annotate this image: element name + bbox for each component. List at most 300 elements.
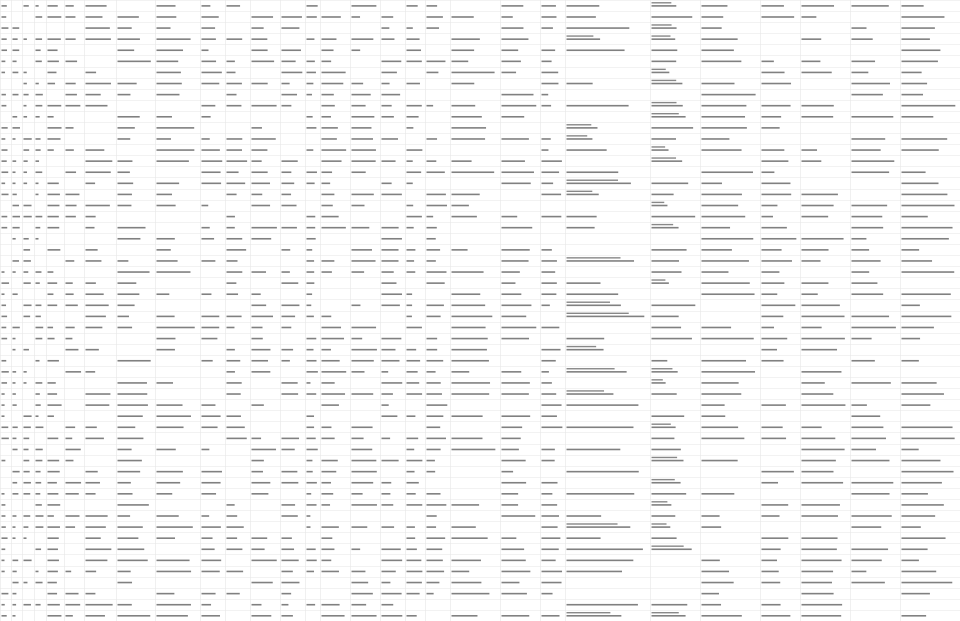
cell-text[interactable]	[118, 515, 131, 517]
cell-text[interactable]	[652, 138, 676, 140]
cell-text[interactable]	[36, 604, 41, 606]
cell-text[interactable]	[567, 124, 592, 125]
cell-text[interactable]	[802, 593, 834, 595]
cell-text[interactable]	[382, 482, 392, 484]
cell-text[interactable]	[567, 515, 602, 517]
cell-text[interactable]	[202, 526, 221, 528]
cell-text[interactable]	[352, 260, 376, 262]
cell-text[interactable]	[502, 105, 537, 107]
cell-text[interactable]	[702, 426, 739, 428]
cell-text[interactable]	[452, 438, 483, 440]
cell-text[interactable]	[567, 194, 599, 196]
cell-text[interactable]	[702, 149, 742, 151]
cell-text[interactable]	[567, 257, 621, 258]
cell-text[interactable]	[567, 560, 634, 562]
cell-text[interactable]	[652, 501, 668, 502]
cell-text[interactable]	[322, 16, 341, 18]
cell-text[interactable]	[227, 571, 244, 573]
cell-text[interactable]	[48, 526, 60, 528]
cell-text[interactable]	[13, 205, 20, 207]
cell-text[interactable]	[322, 426, 332, 428]
cell-text[interactable]	[36, 61, 42, 63]
cell-text[interactable]	[227, 72, 236, 74]
cell-text[interactable]	[652, 612, 679, 613]
cell-text[interactable]	[66, 449, 81, 451]
cell-text[interactable]	[762, 260, 792, 262]
cell-text[interactable]	[202, 604, 212, 606]
cell-text[interactable]	[86, 83, 111, 85]
cell-text[interactable]	[66, 83, 76, 85]
cell-text[interactable]	[227, 249, 247, 251]
cell-text[interactable]	[427, 216, 434, 218]
cell-text[interactable]	[322, 49, 334, 51]
cell-text[interactable]	[24, 216, 32, 218]
cell-text[interactable]	[307, 482, 317, 484]
cell-text[interactable]	[702, 61, 742, 63]
cell-text[interactable]	[382, 260, 399, 262]
cell-text[interactable]	[227, 149, 243, 151]
cell-text[interactable]	[352, 305, 361, 307]
cell-text[interactable]	[502, 393, 529, 395]
cell-text[interactable]	[227, 260, 238, 262]
cell-text[interactable]	[86, 282, 96, 284]
cell-text[interactable]	[48, 138, 61, 140]
cell-text[interactable]	[322, 316, 332, 318]
cell-text[interactable]	[24, 205, 32, 207]
cell-text[interactable]	[427, 526, 437, 528]
cell-text[interactable]	[382, 227, 399, 229]
cell-text[interactable]	[542, 548, 559, 550]
cell-text[interactable]	[352, 371, 365, 373]
cell-text[interactable]	[702, 183, 722, 185]
cell-text[interactable]	[652, 2, 672, 3]
cell-text[interactable]	[382, 94, 401, 96]
cell-text[interactable]	[452, 360, 489, 362]
cell-text[interactable]	[118, 94, 131, 96]
cell-text[interactable]	[307, 560, 317, 562]
cell-text[interactable]	[157, 382, 174, 384]
cell-text[interactable]	[452, 105, 476, 107]
cell-text[interactable]	[452, 526, 476, 528]
cell-text[interactable]	[118, 582, 133, 584]
cell-text[interactable]	[352, 194, 374, 196]
cell-text[interactable]	[86, 515, 108, 517]
cell-text[interactable]	[202, 27, 216, 29]
cell-text[interactable]	[652, 69, 666, 70]
cell-text[interactable]	[542, 61, 552, 63]
cell-text[interactable]	[36, 282, 40, 284]
cell-text[interactable]	[652, 183, 689, 185]
cell-text[interactable]	[86, 16, 103, 18]
cell-text[interactable]	[157, 271, 191, 273]
cell-text[interactable]	[427, 493, 441, 495]
cell-text[interactable]	[307, 38, 315, 40]
cell-text[interactable]	[382, 560, 403, 562]
cell-text[interactable]	[2, 138, 6, 140]
cell-text[interactable]	[352, 504, 377, 506]
cell-text[interactable]	[452, 393, 490, 395]
cell-text[interactable]	[24, 249, 31, 251]
cell-text[interactable]	[157, 260, 178, 262]
cell-text[interactable]	[802, 293, 818, 295]
cell-text[interactable]	[2, 271, 5, 273]
cell-text[interactable]	[66, 460, 74, 462]
cell-text[interactable]	[542, 94, 549, 96]
cell-text[interactable]	[36, 49, 41, 51]
cell-text[interactable]	[702, 249, 732, 251]
cell-text[interactable]	[852, 149, 881, 151]
cell-text[interactable]	[502, 260, 529, 262]
cell-text[interactable]	[762, 5, 784, 7]
cell-text[interactable]	[407, 438, 419, 440]
cell-text[interactable]	[2, 16, 7, 18]
cell-text[interactable]	[24, 582, 28, 584]
cell-text[interactable]	[542, 16, 557, 18]
cell-text[interactable]	[427, 471, 436, 473]
cell-text[interactable]	[282, 83, 290, 85]
cell-text[interactable]	[322, 560, 332, 562]
cell-text[interactable]	[542, 194, 562, 196]
cell-text[interactable]	[48, 338, 55, 340]
cell-text[interactable]	[252, 271, 267, 273]
cell-text[interactable]	[382, 61, 402, 63]
cell-text[interactable]	[802, 460, 836, 462]
cell-text[interactable]	[307, 371, 318, 373]
cell-text[interactable]	[24, 426, 31, 428]
cell-text[interactable]	[852, 238, 867, 240]
cell-text[interactable]	[542, 216, 562, 218]
cell-text[interactable]	[502, 49, 519, 51]
cell-text[interactable]	[118, 49, 135, 51]
cell-text[interactable]	[427, 404, 448, 406]
cell-text[interactable]	[567, 426, 634, 428]
cell-text[interactable]	[652, 426, 676, 428]
cell-text[interactable]	[322, 571, 339, 573]
cell-text[interactable]	[902, 460, 941, 462]
cell-text[interactable]	[2, 515, 6, 517]
cell-text[interactable]	[502, 38, 529, 40]
cell-text[interactable]	[322, 548, 335, 550]
cell-text[interactable]	[13, 127, 20, 129]
cell-text[interactable]	[202, 404, 216, 406]
cell-text[interactable]	[36, 305, 42, 307]
cell-text[interactable]	[307, 249, 313, 251]
cell-text[interactable]	[567, 537, 601, 539]
cell-text[interactable]	[322, 393, 346, 395]
cell-text[interactable]	[118, 393, 148, 395]
cell-text[interactable]	[48, 61, 59, 63]
cell-text[interactable]	[427, 16, 443, 18]
cell-text[interactable]	[902, 94, 924, 96]
cell-text[interactable]	[902, 260, 933, 262]
cell-text[interactable]	[382, 526, 395, 528]
cell-text[interactable]	[902, 560, 919, 562]
cell-text[interactable]	[542, 171, 560, 173]
cell-text[interactable]	[24, 482, 31, 484]
cell-text[interactable]	[382, 38, 395, 40]
cell-text[interactable]	[567, 83, 593, 85]
cell-text[interactable]	[118, 83, 137, 85]
cell-text[interactable]	[652, 548, 692, 550]
cell-text[interactable]	[652, 382, 666, 384]
cell-text[interactable]	[407, 393, 423, 395]
cell-text[interactable]	[802, 205, 834, 207]
cell-text[interactable]	[252, 149, 268, 151]
cell-text[interactable]	[307, 83, 314, 85]
cell-text[interactable]	[762, 438, 787, 440]
cell-text[interactable]	[407, 460, 423, 462]
cell-text[interactable]	[852, 83, 891, 85]
cell-text[interactable]	[322, 116, 331, 118]
cell-text[interactable]	[702, 571, 730, 573]
cell-text[interactable]	[86, 305, 109, 307]
cell-text[interactable]	[202, 72, 222, 74]
cell-text[interactable]	[542, 482, 558, 484]
cell-text[interactable]	[86, 471, 98, 473]
cell-text[interactable]	[802, 72, 832, 74]
cell-text[interactable]	[352, 149, 376, 151]
cell-text[interactable]	[282, 205, 297, 207]
cell-text[interactable]	[352, 105, 366, 107]
cell-text[interactable]	[118, 271, 150, 273]
cell-text[interactable]	[48, 404, 62, 406]
cell-text[interactable]	[157, 293, 170, 295]
cell-text[interactable]	[86, 571, 97, 573]
cell-text[interactable]	[118, 327, 133, 329]
cell-text[interactable]	[66, 371, 82, 373]
cell-text[interactable]	[567, 449, 621, 451]
cell-text[interactable]	[762, 205, 778, 207]
cell-text[interactable]	[13, 537, 16, 539]
cell-text[interactable]	[852, 216, 883, 218]
cell-text[interactable]	[762, 426, 783, 428]
cell-text[interactable]	[762, 604, 781, 606]
cell-text[interactable]	[36, 548, 42, 550]
cell-text[interactable]	[542, 282, 557, 284]
cell-text[interactable]	[118, 615, 151, 617]
cell-text[interactable]	[24, 371, 27, 373]
cell-text[interactable]	[36, 526, 44, 528]
cell-text[interactable]	[352, 38, 374, 40]
cell-text[interactable]	[36, 83, 39, 85]
cell-text[interactable]	[542, 526, 558, 528]
cell-text[interactable]	[902, 449, 919, 451]
cell-text[interactable]	[48, 16, 62, 18]
cell-text[interactable]	[762, 238, 797, 240]
cell-text[interactable]	[702, 293, 755, 295]
cell-text[interactable]	[282, 327, 292, 329]
cell-text[interactable]	[2, 38, 7, 40]
cell-text[interactable]	[66, 38, 76, 40]
cell-text[interactable]	[227, 548, 243, 550]
cell-text[interactable]	[157, 183, 180, 185]
cell-text[interactable]	[382, 305, 400, 307]
cell-text[interactable]	[802, 238, 844, 240]
cell-text[interactable]	[252, 537, 268, 539]
cell-text[interactable]	[702, 460, 738, 462]
cell-text[interactable]	[652, 537, 677, 539]
cell-text[interactable]	[407, 504, 423, 506]
cell-text[interactable]	[13, 493, 19, 495]
cell-text[interactable]	[227, 537, 238, 539]
cell-text[interactable]	[652, 457, 678, 458]
cell-text[interactable]	[352, 271, 365, 273]
cell-text[interactable]	[307, 293, 313, 295]
cell-text[interactable]	[802, 393, 834, 395]
cell-text[interactable]	[2, 61, 6, 63]
cell-text[interactable]	[252, 482, 271, 484]
cell-text[interactable]	[227, 61, 235, 63]
cell-text[interactable]	[66, 216, 76, 218]
cell-text[interactable]	[652, 305, 696, 307]
cell-text[interactable]	[118, 382, 147, 384]
cell-text[interactable]	[852, 160, 895, 162]
cell-text[interactable]	[652, 5, 677, 7]
cell-text[interactable]	[202, 571, 220, 573]
cell-text[interactable]	[48, 504, 61, 506]
cell-text[interactable]	[24, 171, 28, 173]
cell-text[interactable]	[307, 338, 317, 340]
cell-text[interactable]	[567, 27, 630, 29]
cell-text[interactable]	[542, 5, 556, 7]
cell-text[interactable]	[652, 523, 667, 524]
cell-text[interactable]	[652, 146, 666, 147]
cell-text[interactable]	[86, 260, 102, 262]
cell-text[interactable]	[157, 615, 188, 617]
cell-text[interactable]	[48, 515, 54, 517]
cell-text[interactable]	[502, 504, 519, 506]
cell-text[interactable]	[13, 349, 16, 351]
cell-text[interactable]	[307, 360, 317, 362]
cell-text[interactable]	[86, 404, 110, 406]
cell-text[interactable]	[36, 327, 44, 329]
cell-text[interactable]	[157, 449, 176, 451]
cell-text[interactable]	[118, 438, 144, 440]
cell-text[interactable]	[282, 171, 292, 173]
cell-text[interactable]	[452, 216, 477, 218]
cell-text[interactable]	[227, 371, 235, 373]
cell-text[interactable]	[252, 27, 264, 29]
cell-text[interactable]	[2, 305, 7, 307]
cell-text[interactable]	[86, 72, 97, 74]
cell-text[interactable]	[252, 460, 264, 462]
cell-text[interactable]	[2, 404, 5, 406]
cell-text[interactable]	[66, 105, 81, 107]
cell-text[interactable]	[36, 238, 39, 240]
cell-text[interactable]	[802, 371, 842, 373]
cell-text[interactable]	[382, 604, 394, 606]
cell-text[interactable]	[567, 338, 605, 340]
cell-text[interactable]	[652, 61, 677, 63]
cell-text[interactable]	[452, 449, 496, 451]
cell-text[interactable]	[542, 260, 557, 262]
cell-text[interactable]	[24, 305, 32, 307]
cell-text[interactable]	[2, 316, 8, 318]
cell-text[interactable]	[542, 571, 563, 573]
cell-text[interactable]	[307, 604, 316, 606]
cell-text[interactable]	[322, 338, 345, 340]
cell-text[interactable]	[24, 415, 32, 417]
cell-text[interactable]	[452, 327, 486, 329]
cell-text[interactable]	[13, 183, 16, 185]
cell-text[interactable]	[567, 180, 619, 181]
cell-text[interactable]	[652, 423, 671, 424]
cell-text[interactable]	[427, 560, 443, 562]
cell-text[interactable]	[802, 426, 822, 428]
cell-text[interactable]	[652, 338, 692, 340]
cell-text[interactable]	[66, 515, 80, 517]
cell-text[interactable]	[48, 438, 59, 440]
cell-text[interactable]	[542, 305, 550, 307]
cell-text[interactable]	[567, 604, 638, 606]
cell-text[interactable]	[24, 116, 28, 118]
cell-text[interactable]	[542, 493, 553, 495]
cell-text[interactable]	[157, 138, 171, 140]
cell-text[interactable]	[118, 183, 134, 185]
cell-text[interactable]	[427, 593, 434, 595]
cell-text[interactable]	[852, 171, 890, 173]
cell-text[interactable]	[13, 49, 20, 51]
cell-text[interactable]	[282, 249, 291, 251]
cell-text[interactable]	[2, 415, 5, 417]
cell-text[interactable]	[802, 471, 834, 473]
cell-text[interactable]	[322, 61, 332, 63]
cell-text[interactable]	[702, 216, 746, 218]
cell-text[interactable]	[227, 293, 239, 295]
cell-text[interactable]	[307, 426, 315, 428]
cell-text[interactable]	[567, 135, 588, 136]
cell-text[interactable]	[36, 149, 41, 151]
cell-text[interactable]	[352, 227, 370, 229]
cell-text[interactable]	[227, 526, 244, 528]
cell-text[interactable]	[36, 216, 43, 218]
cell-text[interactable]	[36, 94, 43, 96]
cell-text[interactable]	[282, 615, 293, 617]
cell-text[interactable]	[36, 460, 43, 462]
cell-text[interactable]	[427, 393, 442, 395]
cell-text[interactable]	[36, 5, 39, 7]
cell-text[interactable]	[802, 216, 829, 218]
cell-text[interactable]	[802, 61, 821, 63]
cell-text[interactable]	[762, 183, 791, 185]
cell-text[interactable]	[902, 27, 935, 29]
cell-text[interactable]	[407, 216, 422, 218]
cell-text[interactable]	[282, 537, 292, 539]
cell-text[interactable]	[352, 582, 369, 584]
cell-text[interactable]	[502, 571, 531, 573]
cell-text[interactable]	[157, 238, 175, 240]
cell-text[interactable]	[352, 127, 372, 129]
cell-text[interactable]	[322, 471, 337, 473]
cell-text[interactable]	[702, 593, 719, 595]
cell-text[interactable]	[352, 604, 367, 606]
cell-text[interactable]	[407, 61, 422, 63]
cell-text[interactable]	[702, 116, 746, 118]
cell-text[interactable]	[322, 171, 333, 173]
cell-text[interactable]	[802, 160, 822, 162]
cell-text[interactable]	[802, 571, 834, 573]
cell-text[interactable]	[427, 72, 439, 74]
cell-text[interactable]	[652, 482, 681, 484]
cell-text[interactable]	[382, 72, 397, 74]
cell-text[interactable]	[202, 5, 211, 7]
cell-text[interactable]	[2, 504, 6, 506]
cell-text[interactable]	[86, 482, 100, 484]
cell-text[interactable]	[702, 194, 742, 196]
cell-text[interactable]	[567, 349, 604, 351]
cell-text[interactable]	[382, 404, 389, 406]
cell-text[interactable]	[252, 61, 275, 63]
